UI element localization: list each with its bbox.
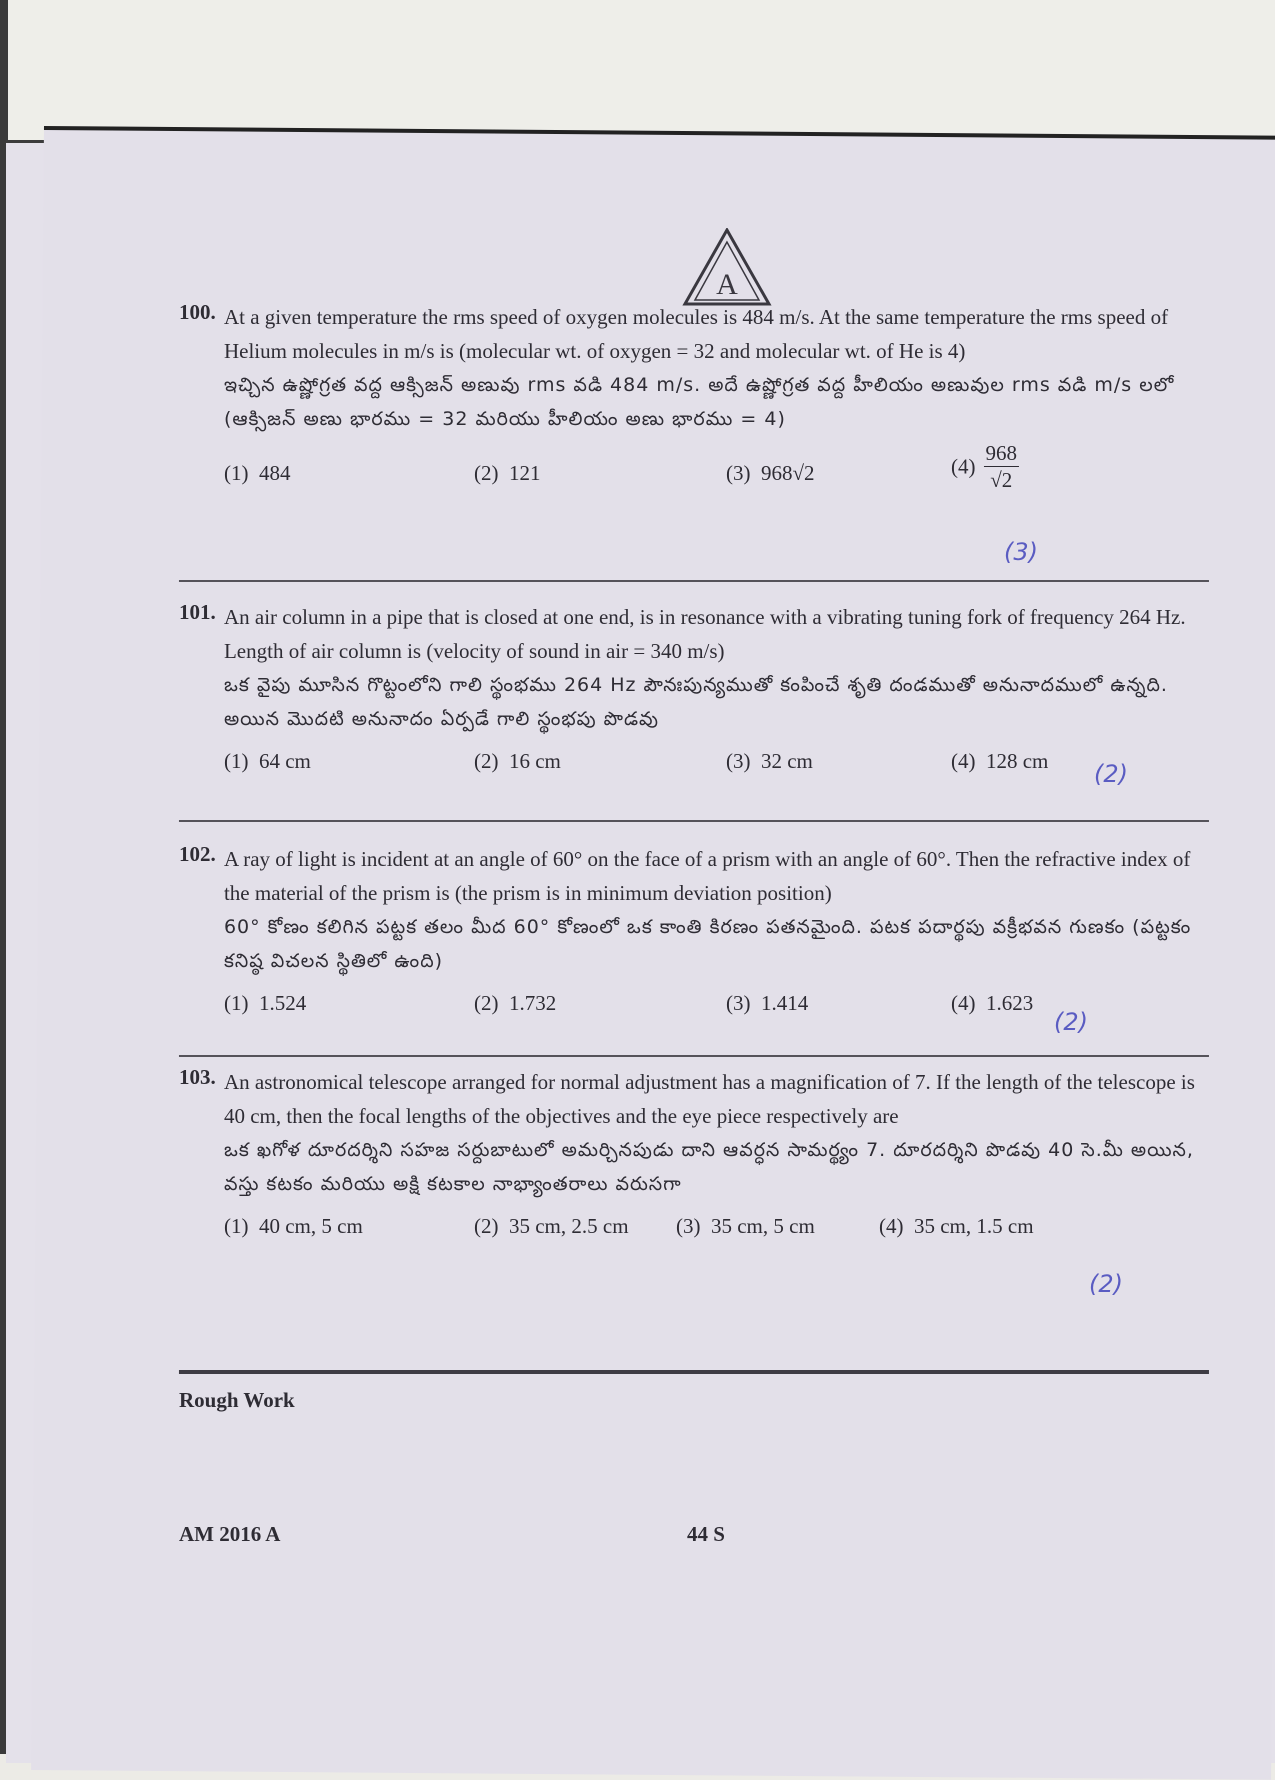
option-4[interactable]: (4) $\frac{968}{√2}$	[950, 440, 1017, 492]
question-text-english: At a given temperature the rms speed of oxygen molecules is 484 m/s. At the same temperature the rms speed of Helium molecules in m/s is (molecular wt. of oxygen = 32 and molecular wt. of He is 4)	[223, 304, 1169, 363]
question-text-telugu: 60° కోణం కలిగిన పట్టక తలం మీద 60° కోణంలో ఒక కాంతి కిరణం పతనమైంది. పటక పదార్థపు వక్రీభవన గుణకం (పట్టకం కనిష్ఠ విచలన స్థితిలో ఉంది)	[223, 915, 1192, 972]
divider	[179, 820, 1209, 822]
series-letter: A	[716, 267, 738, 301]
option-1[interactable]: (1) 40 cm, 5 cm	[223, 1213, 363, 1238]
option-3[interactable]: (3) 968√2	[725, 460, 815, 485]
exam-page	[31, 126, 1275, 1780]
option-4[interactable]: (4) 1.623	[950, 990, 1034, 1015]
question-number: 100.	[178, 299, 216, 324]
triangle-badge-icon	[682, 228, 772, 308]
option-3[interactable]: (3) 32 cm	[725, 748, 813, 773]
handwritten-answer: (2)	[1053, 1007, 1088, 1036]
handwritten-answer: (2)	[1093, 759, 1128, 788]
handwritten-answer: (2)	[1088, 1269, 1123, 1298]
series-badge	[682, 228, 772, 308]
option-1[interactable]: (1) 484	[223, 460, 291, 485]
option-2[interactable]: (2) 121	[473, 460, 541, 485]
question-text-english: An astronomical telescope arranged for normal adjustment has a magnification of 7. If the length of the telescope is 40 cm, then the focal lengths of the objectives and the eye piece respectively are	[223, 1069, 1195, 1128]
question-103	[179, 1065, 1209, 1245]
option-3[interactable]: (3) 35 cm, 5 cm	[675, 1213, 815, 1238]
option-4[interactable]: (4) 128 cm	[950, 748, 1049, 773]
question-102	[179, 842, 1209, 1022]
question-text-telugu: ఒక వైపు మూసిన గొట్టంలోని గాలి స్థంభము 264 Hz పౌనఃపున్యముతో కంపించే శృతి దండముతో అనునాదములో ఉన్నది. అయిన మొదటి అనునాదం ఏర్పడే గాలి స్థంభపు పొడవు	[223, 673, 1168, 730]
question-text-english: An air column in a pipe that is closed at one end, is in resonance with a vibrating tuning fork of frequency 264 Hz. Length of air column is (velocity of sound in air = 340 m/s)	[223, 604, 1186, 663]
rough-work-label: Rough Work	[178, 1387, 295, 1412]
question-100	[179, 300, 1209, 496]
options	[224, 440, 1209, 496]
option-4[interactable]: (4) 35 cm, 1.5 cm	[878, 1213, 1034, 1238]
booklet-code: AM 2016 A	[178, 1521, 281, 1546]
question-number: 102.	[178, 841, 216, 866]
divider	[179, 580, 1209, 582]
fraction: $\frac{968}{√2}$	[985, 440, 1017, 492]
question-text-telugu-note: (ఆక్సిజన్ అణు భారము = 32 మరియు హీలియం అణు భారము = 4)	[223, 407, 786, 430]
option-2[interactable]: (2) 1.732	[473, 990, 557, 1015]
option-1[interactable]: (1) 64 cm	[223, 748, 311, 773]
option-2[interactable]: (2) 35 cm, 2.5 cm	[473, 1213, 629, 1238]
option-1[interactable]: (1) 1.524	[223, 990, 307, 1015]
options	[224, 740, 1209, 780]
question-text-telugu: ఇచ్చిన ఉష్ణోగ్రత వద్ద ఆక్సిజన్ అణువు rms వడి 484 m/s. అదే ఉష్ణోగ్రత వద్ద హీలియం అణువుల rms వడి m/s లలో	[223, 373, 1175, 396]
divider	[179, 1055, 1209, 1057]
option-2[interactable]: (2) 16 cm	[473, 748, 561, 773]
page-number: 44 S	[686, 1521, 725, 1546]
rough-work-divider	[179, 1370, 1209, 1374]
question-101	[179, 600, 1209, 780]
options	[224, 1205, 1209, 1245]
question-number: 101.	[178, 599, 216, 624]
question-text-english: A ray of light is incident at an angle of 60° on the face of a prism with an angle of 60°. Then the refractive index of the material of the prism is (the prism is in minimum deviation position)	[223, 846, 1191, 905]
option-3[interactable]: (3) 1.414	[725, 990, 809, 1015]
question-number: 103.	[178, 1064, 216, 1089]
handwritten-answer: (3)	[1003, 537, 1038, 566]
question-text-telugu: ఒక ఖగోళ దూరదర్శిని సహజ సర్దుబాటులో అమర్చినపుడు దాని ఆవర్ధన సామర్థ్యం 7. దూరదర్శిని పొడవు 40 సె.మీ అయిన, వస్తు కటకం మరియు అక్షి కటకాల నాభ్యాంతరాలు వరుసగా	[223, 1138, 1194, 1195]
